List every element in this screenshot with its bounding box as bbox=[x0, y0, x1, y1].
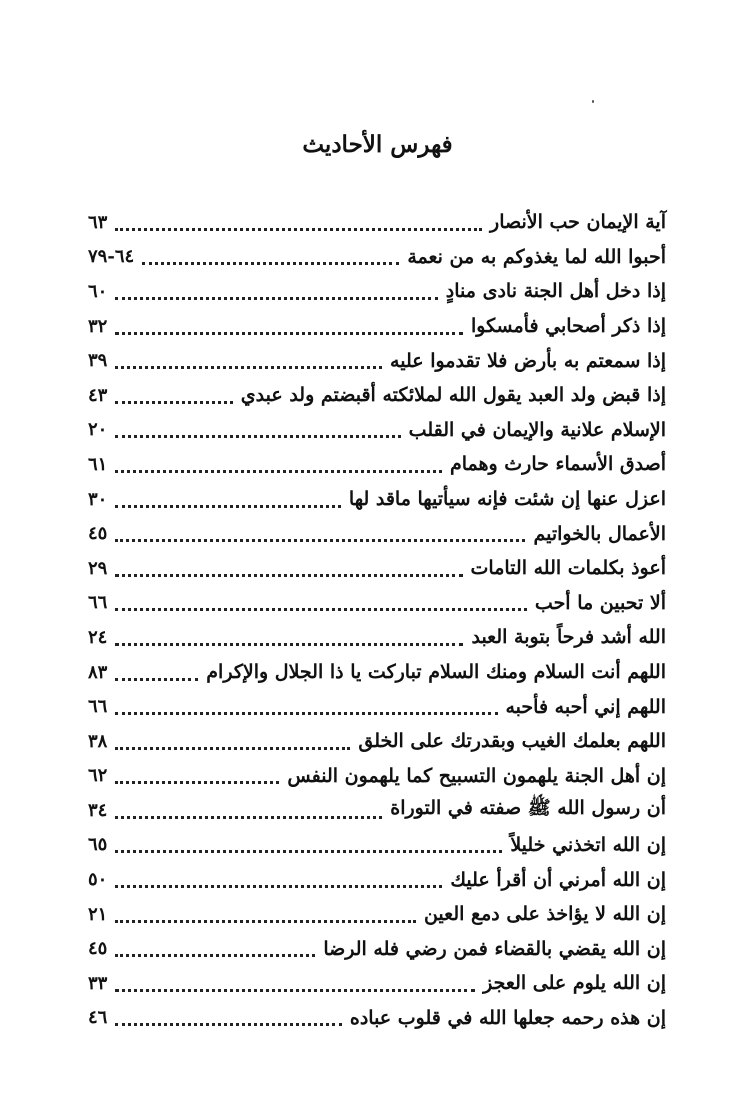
entry-text: اللهم بعلمك الغيب وبقدرتك على الخلق bbox=[358, 730, 666, 753]
index-entry bbox=[88, 516, 666, 551]
entry-page-number: ٦٣ bbox=[88, 211, 108, 233]
entry-page-number: ٣٠ bbox=[88, 488, 108, 510]
entry-page-number: ٦٤-٧٩ bbox=[88, 246, 135, 268]
entry-text: اللهم إني أحبه فأحبه bbox=[505, 695, 666, 718]
entry-page-number: ٤٥ bbox=[88, 938, 108, 960]
index-entry bbox=[88, 828, 666, 863]
index-entry bbox=[88, 343, 666, 378]
entry-text: الله أشد فرحاً بتوبة العبد bbox=[471, 626, 666, 649]
entry-text: ألا تحبين ما أحب bbox=[534, 591, 666, 614]
entry-text: أصدق الأسماء حارث وهمام bbox=[449, 453, 666, 476]
dot-leader bbox=[115, 1023, 342, 1026]
dot-leader bbox=[115, 920, 416, 923]
entry-page-number: ٢٠ bbox=[88, 419, 108, 441]
dot-leader bbox=[142, 262, 399, 265]
entry-page-number: ٦٠ bbox=[88, 280, 108, 302]
dot-leader bbox=[115, 470, 442, 473]
dot-leader bbox=[115, 401, 232, 404]
entry-text: الإسلام علانية والإيمان في القلب bbox=[408, 418, 666, 441]
index-entry bbox=[88, 759, 666, 794]
index-entry bbox=[88, 862, 666, 897]
entry-page-number: ٣٣ bbox=[88, 972, 108, 994]
dot-leader bbox=[115, 643, 463, 646]
entry-page-number: ٦١ bbox=[88, 453, 108, 475]
entry-text: أن رسول الله ﷺ صفته في التوراة bbox=[390, 797, 666, 820]
hadith-index-list bbox=[88, 205, 666, 1035]
entry-page-number: ٦٦ bbox=[88, 696, 108, 718]
dot-leader bbox=[115, 989, 475, 992]
entry-text: أحبوا الله لما يغذوكم به من نعمة bbox=[407, 245, 666, 268]
entry-page-number: ٣٨ bbox=[88, 730, 108, 752]
index-entry bbox=[88, 897, 666, 932]
index-entry bbox=[88, 966, 666, 1001]
dot-leader bbox=[115, 954, 315, 957]
dot-leader bbox=[115, 850, 502, 853]
dot-leader bbox=[115, 781, 279, 784]
index-entry bbox=[88, 205, 666, 240]
index-entry bbox=[88, 1001, 666, 1036]
index-entry bbox=[88, 620, 666, 655]
index-entry bbox=[88, 482, 666, 517]
dot-leader bbox=[115, 574, 462, 577]
index-entry bbox=[88, 274, 666, 309]
entry-text: إن الله لا يؤاخذ على دمع العين bbox=[423, 903, 666, 926]
entry-page-number: ٦٥ bbox=[88, 834, 108, 856]
entry-text: إذا سمعتم به بأرض فلا تقدموا عليه bbox=[390, 349, 666, 372]
index-entry bbox=[88, 413, 666, 448]
index-entry bbox=[88, 240, 666, 275]
entry-page-number: ٦٢ bbox=[88, 765, 108, 787]
entry-text: اللهم أنت السلام ومنك السلام تباركت يا ذا الجلال والإكرام bbox=[206, 661, 666, 684]
dot-leader bbox=[115, 678, 198, 681]
entry-text: إن الله اتخذني خليلاً bbox=[510, 833, 666, 856]
entry-text: آية الإيمان حب الأنصار bbox=[490, 211, 666, 234]
dot-leader bbox=[115, 332, 463, 335]
entry-page-number: ٣٢ bbox=[88, 315, 108, 337]
dot-leader bbox=[115, 539, 525, 542]
dot-leader bbox=[115, 816, 382, 819]
index-entry bbox=[88, 586, 666, 621]
entry-page-number: ٤٥ bbox=[88, 523, 108, 545]
page-title: فهرس الأحاديث bbox=[302, 131, 453, 158]
entry-page-number: ٤٦ bbox=[88, 1007, 108, 1029]
entry-page-number: ٣٤ bbox=[88, 799, 108, 821]
entry-text: إن أهل الجنة يلهمون التسبيح كما يلهمون النفس bbox=[287, 764, 666, 787]
index-entry bbox=[88, 931, 666, 966]
entry-text: الأعمال بالخواتيم bbox=[533, 522, 666, 545]
entry-page-number: ٢٩ bbox=[88, 557, 108, 579]
entry-page-number: ٤٣ bbox=[88, 384, 108, 406]
entry-text: إذا دخل أهل الجنة نادى منادٍ bbox=[445, 280, 666, 303]
entry-page-number: ٥٠ bbox=[88, 869, 108, 891]
entry-page-number: ٢١ bbox=[88, 903, 108, 925]
entry-text: اعزل عنها إن شئت فإنه سيأتيها ماقد لها bbox=[348, 488, 666, 511]
entry-text: أعوذ بكلمات الله التامات bbox=[470, 557, 666, 580]
index-entry bbox=[88, 447, 666, 482]
index-entry bbox=[88, 689, 666, 724]
index-entry bbox=[88, 724, 666, 759]
dot-leader bbox=[115, 435, 400, 438]
entry-page-number: ٢٤ bbox=[88, 626, 108, 648]
entry-text: إذا قبض ولد العبد يقول الله لملائكته أقبضتم ولد عبدي bbox=[240, 384, 666, 407]
ink-speck bbox=[592, 100, 594, 103]
index-entry bbox=[88, 309, 666, 344]
dot-leader bbox=[115, 366, 382, 369]
index-entry bbox=[88, 378, 666, 413]
index-entry bbox=[88, 655, 666, 690]
entry-text: إن الله أمرني أن أقرأ عليك bbox=[450, 868, 666, 891]
entry-text: إن هذه رحمه جعلها الله في قلوب عباده bbox=[349, 1006, 666, 1029]
dot-leader bbox=[115, 297, 437, 300]
index-entry bbox=[88, 793, 666, 828]
entry-page-number: ٦٦ bbox=[88, 592, 108, 614]
dot-leader bbox=[115, 712, 497, 715]
dot-leader bbox=[115, 885, 442, 888]
dot-leader bbox=[115, 608, 527, 611]
index-entry bbox=[88, 551, 666, 586]
entry-text: إن الله يقضي بالقضاء فمن رضي فله الرضا bbox=[323, 937, 666, 960]
dot-leader bbox=[115, 228, 482, 231]
entry-text: إن الله يلوم على العجز bbox=[483, 972, 666, 995]
dot-leader bbox=[115, 747, 350, 750]
entry-page-number: ٨٣ bbox=[88, 661, 108, 683]
entry-text: إذا ذكر أصحابي فأمسكوا bbox=[470, 315, 666, 338]
dot-leader bbox=[115, 505, 341, 508]
entry-page-number: ٣٩ bbox=[88, 350, 108, 372]
